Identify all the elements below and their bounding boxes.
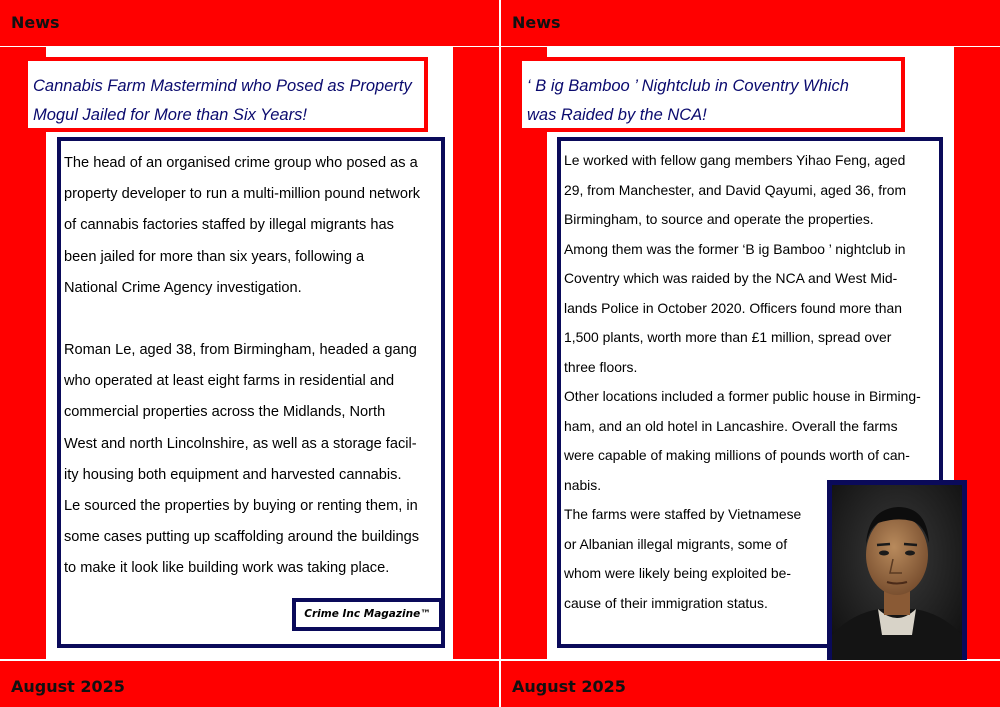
- section-label: News: [11, 13, 60, 32]
- body-line: to make it look like building work was taking place.: [64, 560, 390, 577]
- headline-line: Cannabis Farm Mastermind who Posed as Property: [33, 77, 412, 95]
- body-line: National Crime Agency investigation.: [64, 279, 302, 296]
- body-line: ity housing both equipment and harvested cannabis.: [64, 466, 402, 483]
- body-line: whom were likely being exploited be-: [564, 565, 791, 581]
- body-line: three floors.: [564, 358, 638, 375]
- left-page: [0, 0, 499, 707]
- body-line: Roman Le, aged 38, from Birmingham, headed a gang: [64, 342, 417, 359]
- body-line: of cannabis factories staffed by illegal migrants has: [64, 217, 394, 234]
- headline-line: Mogul Jailed for More than Six Years!: [33, 106, 307, 124]
- body-line: Le worked with fellow gang members Yihao Feng, aged: [564, 152, 906, 168]
- body-line: 1,500 plants, worth more than £1 million, spread over: [564, 329, 892, 345]
- body-line: Coventry which was raided by the NCA and West Mid-: [564, 270, 898, 286]
- mugshot-photo: [827, 480, 967, 668]
- person-portrait: [832, 485, 962, 663]
- body-line: Le sourced the properties by buying or renting them, in: [64, 498, 418, 515]
- body-line: been jailed for more than six years, following a: [64, 248, 365, 265]
- body-line: ham, and an old hotel in Lancashire. Overall the farms: [564, 417, 898, 434]
- body-line: West and north Lincolnshire, as well as a storage facil-: [64, 435, 417, 452]
- body-line: The farms were staffed by Vietnamese: [564, 506, 802, 522]
- section-label: News: [512, 13, 561, 32]
- body-line: some cases putting up scaffolding around the buildings: [64, 529, 420, 546]
- body-line: Among them was the former ‘B ig Bamboo ’ nightclub in: [564, 240, 906, 257]
- headline-line: ‘ B ig Bamboo ’ Nightclub in Coventry Which: [527, 77, 849, 95]
- body-line: 29, from Manchester, and David Qayumi, aged 36, from: [564, 181, 907, 198]
- article-box: [57, 137, 445, 648]
- issue-date: August 2025: [512, 677, 626, 696]
- red-side-bar: [501, 47, 547, 659]
- paragraph-gap: [64, 304, 441, 335]
- body-line: Birmingham, to source and operate the properties.: [564, 211, 874, 227]
- headline-line: was Raided by the NCA!: [527, 106, 707, 124]
- red-side-bar: [453, 47, 499, 659]
- body-line: were capable of making millions of pounds worth of can-: [564, 447, 910, 463]
- footer-bar: [0, 660, 499, 707]
- headline-box: [518, 57, 905, 132]
- body-line: or Albanian illegal migrants, some of: [564, 535, 788, 552]
- right-page: [501, 0, 1000, 707]
- body-line: property developer to run a multi-million pound network: [64, 186, 421, 203]
- body-line: cause of their immigration status.: [564, 594, 768, 611]
- header-bar: [0, 0, 499, 47]
- body-line: Other locations included a former public house in Birming-: [564, 388, 921, 404]
- body-line: nabis.: [564, 476, 602, 493]
- body-line: The head of an organised crime group who posed as a: [64, 155, 418, 171]
- issue-date: August 2025: [11, 677, 125, 696]
- red-side-bar: [0, 47, 46, 659]
- body-line: who operated at least eight farms in residential and: [64, 373, 395, 390]
- header-bar: [501, 0, 1000, 47]
- magazine-credit: Crime Inc Magazine™: [292, 598, 443, 631]
- body-line: lands Police in October 2020. Officers found more than: [564, 299, 902, 316]
- headline-box: [24, 57, 428, 132]
- footer-bar: [501, 660, 1000, 707]
- body-line: commercial properties across the Midlands, North: [64, 404, 386, 421]
